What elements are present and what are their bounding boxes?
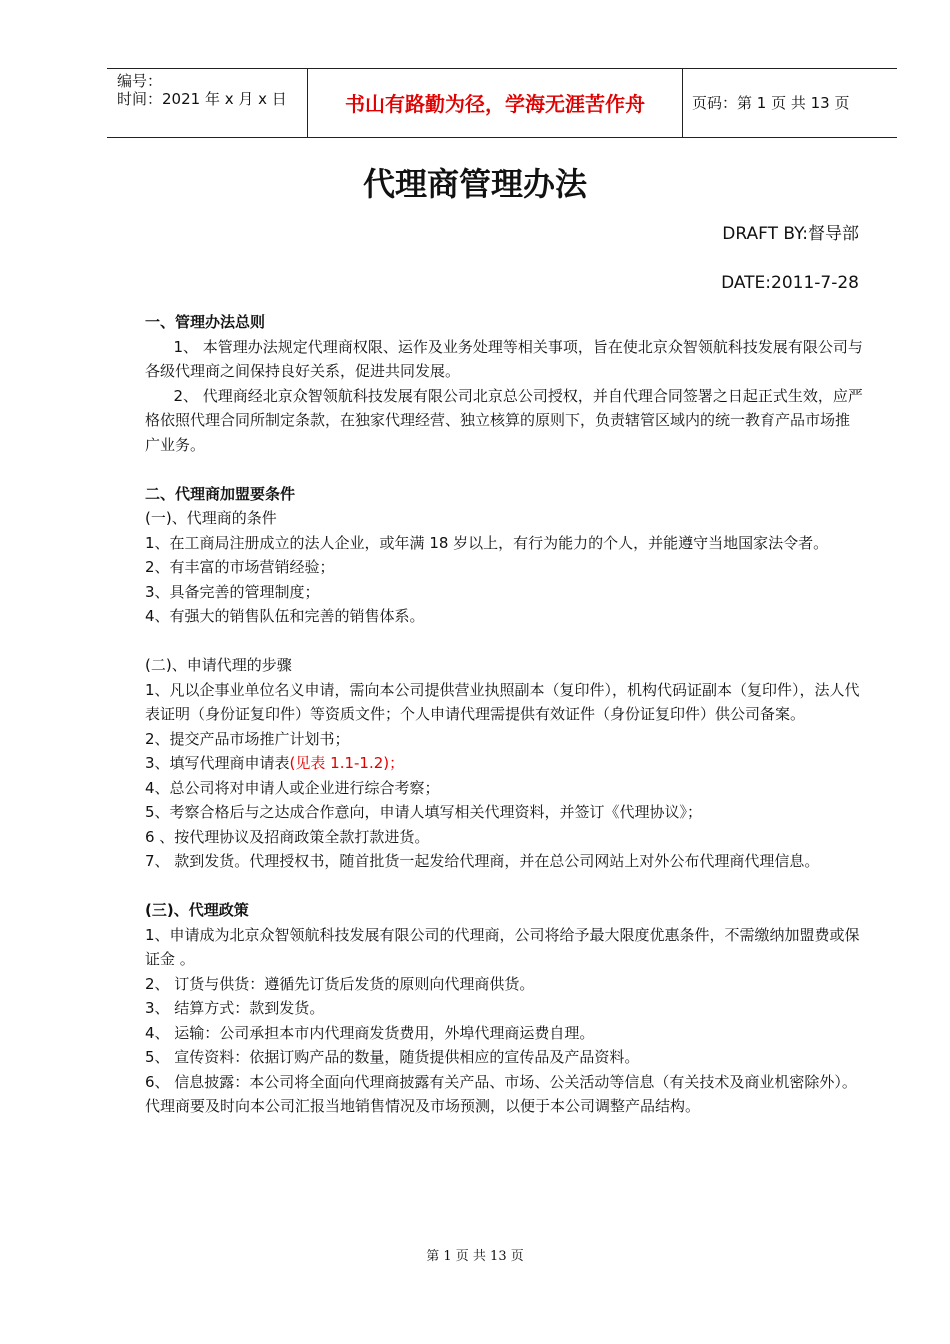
subsection-heading: (一)、代理商的条件 (145, 509, 277, 527)
list-item: 7、 款到发货。代理授权书，随首批货一起发给代理商，并在总公司网站上对外公布代理商代理信息。 (145, 852, 820, 870)
list-item: 4、有强大的销售队伍和完善的销售体系。 (145, 607, 425, 625)
list-item: 1、申请成为北京众智领航科技发展有限公司的代理商，公司将给予最大限度优惠条件，不需缴纳加盟费或保证金 。 (145, 925, 860, 968)
list-item: 1、在工商局注册成立的法人企业，或年满 18 岁以上，有行为能力的个人，并能遵守当地国家法令者。 (145, 533, 829, 552)
table-reference: (见表 1.1-1.2)； (289, 754, 405, 772)
section-heading: (三)、代理政策 (145, 901, 249, 919)
list-item: 6 、按代理协议及招商政策全款打款进货。 (145, 827, 430, 846)
list-item: 2、 订货与供货：遵循先订货后发货的原则向代理商供货。 (145, 974, 535, 993)
list-item: 4、总公司将对申请人或企业进行综合考察； (145, 778, 440, 797)
document-time: 时间：2021 年 x 月 x 日 (117, 90, 287, 108)
document-date: DATE:2011-7-28 (721, 273, 859, 293)
document-number: 编号： (117, 72, 163, 90)
list-item: 3、 结算方式：款到发货。 (145, 999, 325, 1017)
list-item: 5、考察合格后与之达成合作意向，申请人填写相关代理资料，并签订《代理协议》； (145, 803, 703, 821)
document-header-table (107, 68, 897, 138)
section-heading: 一、管理办法总则 (145, 313, 266, 331)
list-item: 5、 宣传资料：依据订购产品的数量，随货提供相应的宣传品及产品资料。 (145, 1048, 640, 1066)
page-footer: 第 1 页 共 13 页 (426, 1249, 524, 1264)
document-body (145, 310, 863, 1119)
paragraph: 1、 本管理办法规定代理商权限、运作及业务处理等相关事项，旨在使北京众智领航科技发展有限公司与各级代理商之间保持良好关系，促进共同发展。 (145, 337, 863, 380)
list-item: 2、提交产品市场推广计划书； (145, 729, 350, 748)
list-item: 1、凡以企事业单位名义申请，需向本公司提供营业执照副本（复印件），机构代码证副本（复印件），法人代表证明（身份证复印件）等资质文件；个人申请代理需提供有效证件（身份证复印件）供公司备案。 (145, 680, 860, 723)
section-heading: 二、代理商加盟要条件 (145, 484, 296, 503)
header-page-number: 页码：第 1 页 共 13 页 (692, 94, 850, 112)
header-left-cell (107, 69, 307, 137)
list-item (145, 751, 863, 776)
header-motto: 书山有路勤为径，学海无涯苦作舟 (345, 92, 645, 116)
list-item: 4、 运输：公司承担本市内代理商发货费用，外埠代理商运费自理。 (145, 1023, 595, 1042)
list-item: 2、有丰富的市场营销经验； (145, 558, 335, 576)
list-item: 3、具备完善的管理制度； (145, 582, 320, 601)
list-item: 6、 信息披露：本公司将全面向代理商披露有关产品、市场、公关活动等信息（有关技术及商业机密除外）。代理商要及时向本公司汇报当地销售情况及市场预测，以便于本公司调整产品结构。 (145, 1072, 857, 1115)
header-center-cell (307, 69, 683, 137)
draft-by: DRAFT BY:督导部 (722, 224, 859, 244)
subsection-heading: (二)、申请代理的步骤 (145, 656, 292, 674)
list-item-text: 3、填写代理商申请表 (145, 754, 290, 772)
paragraph: 2、 代理商经北京众智领航科技发展有限公司北京总公司授权，并自代理合同签署之日起正式生效，应严格依照代理合同所制定条款，在独家代理经营、独立核算的原则下，负责辖管区域内的统一教育产品市场推广业务。 (145, 386, 863, 454)
header-right-cell (682, 69, 897, 137)
document-title: 代理商管理办法 (362, 165, 587, 203)
